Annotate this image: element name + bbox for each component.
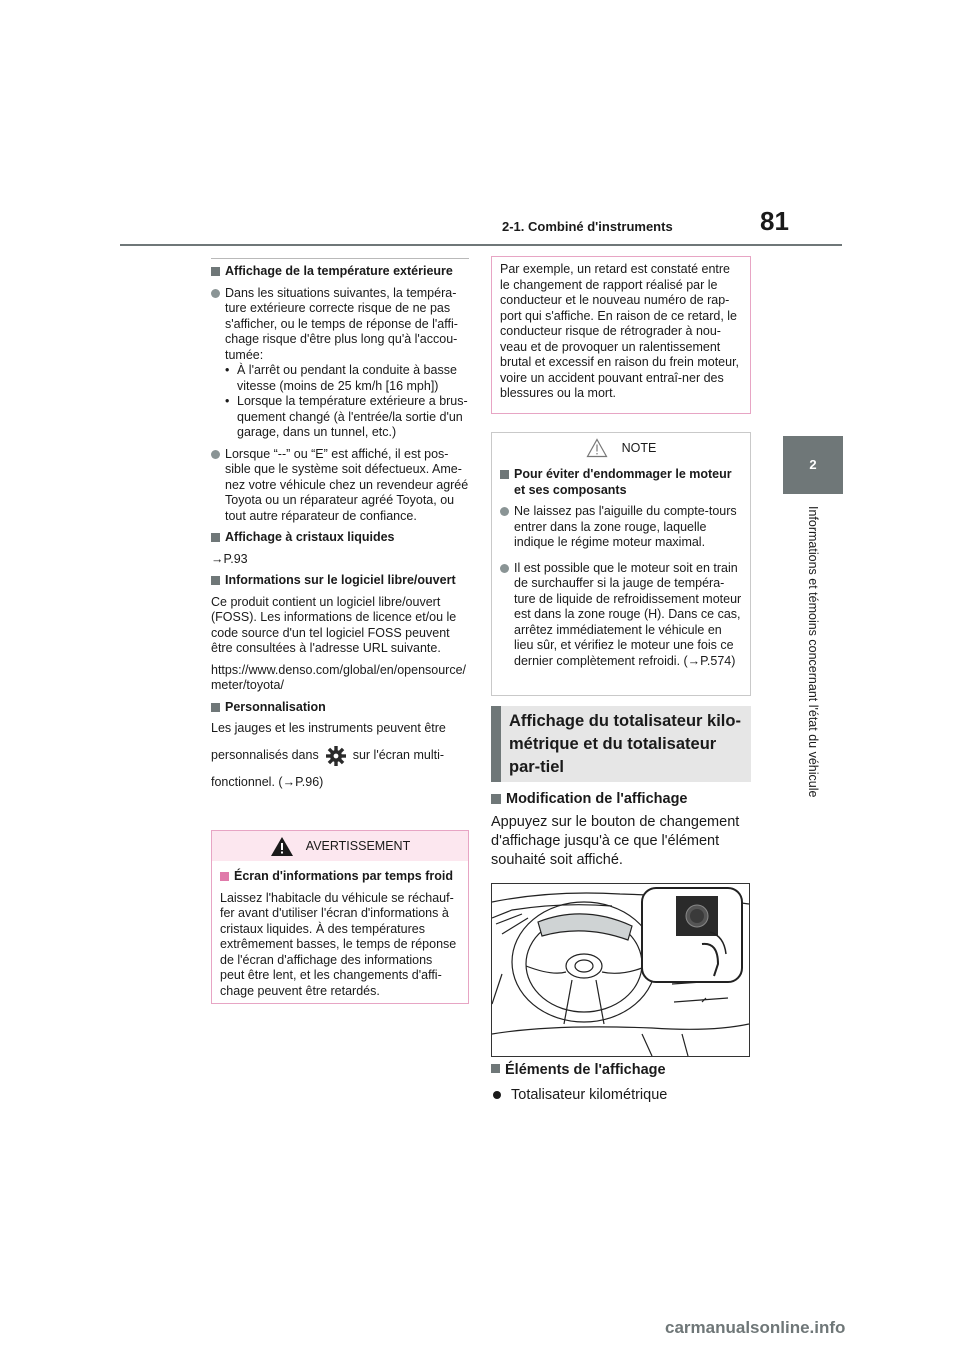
chapter-title: Informations et témoins concernant l'état du véhicule bbox=[806, 506, 820, 798]
circle-bullet-icon bbox=[500, 507, 509, 516]
heading-software: Informations sur le logiciel libre/ouvert bbox=[211, 573, 469, 589]
square-bullet-icon bbox=[211, 703, 220, 712]
warning-continuation-box: Par exemple, un retard est constaté entre le changement de rapport réalisé par le conducteur et le nouveau numéro de rap-port qui s'affiche. En raison de ce retard, le conducteur risque de rétrograder à nou-veau et de provoquer un ralentissement brutal et excessif en raison du frein moteur, voire un accident pouvant entraî-ner des blessures ou la mort. bbox=[491, 256, 751, 414]
software-text: Ce produit contient un logiciel libre/ouvert (FOSS). Les informations de licence et/ou le code source d'un tel logiciel FOSS peuvent être consultées à l'adresse URL suivante. bbox=[211, 594, 457, 655]
note-header: NOTE bbox=[492, 433, 750, 463]
square-bullet-icon bbox=[491, 1064, 500, 1073]
warning-header: AVERTISSEMENT bbox=[212, 831, 468, 861]
sub-item: • Lorsque la température extérieure a brus-quement changé (à l'entrée/la sortie d'un garage, dans un tunnel, etc.) bbox=[225, 394, 468, 439]
warning-triangle-icon bbox=[270, 836, 294, 857]
chapter-title-vertical bbox=[783, 506, 843, 836]
square-bullet-icon bbox=[491, 794, 501, 804]
caution-triangle-icon bbox=[586, 438, 608, 458]
section-header: 2-1. Combiné d'instruments bbox=[502, 219, 673, 234]
circle-bullet-icon bbox=[211, 450, 220, 459]
circle-bullet-icon bbox=[500, 564, 509, 573]
customization-text: Les jauges et les instruments peuvent être bbox=[211, 721, 446, 735]
note-title: Pour éviter d'endommager le moteur et ses composants bbox=[500, 467, 742, 498]
warning-text: Laissez l'habitacle du véhicule se réchauf-fer avant d'utiliser l'écran d'informations à cristaux liquides. À des températures extrêmement basses, le temps de réponse de l'écran d'affichage des informations peut être lent, et les changements d'affi-chage peuvent être retardés. bbox=[220, 890, 457, 998]
left-column bbox=[211, 258, 469, 796]
square-bullet-icon bbox=[211, 533, 220, 542]
watermark: carmanualsonline.info bbox=[665, 1318, 846, 1337]
software-url[interactable]: https://www.denso.com/global/en/opensource/meter/toyota/ bbox=[211, 662, 467, 692]
header-divider bbox=[120, 244, 842, 246]
bullet-icon bbox=[493, 1091, 501, 1099]
customization-text-3: fonctionnel. (→P.96) bbox=[211, 774, 324, 789]
chapter-tab: 2 bbox=[783, 436, 843, 494]
circle-bullet-icon bbox=[211, 289, 220, 298]
heading-modification: Modification de l'affichage bbox=[491, 790, 751, 809]
list-item: Lorsque “--” ou “E” est affiché, il est pos-sible que le système soit défectueux. Ame-nez votre véhicule chez un revendeur agréé Toyota ou un réparateur agréé Toyota, ou tout autre réparateur de confiance. bbox=[211, 447, 469, 525]
page-reference-link[interactable]: →P.93 bbox=[211, 551, 248, 566]
dashboard-drawing bbox=[492, 884, 749, 1056]
customization-text-2: personnalisés dans sur l'écran multi- bbox=[211, 745, 469, 767]
heading-elements: Éléments de l'affichage bbox=[491, 1061, 751, 1080]
heading-customization: Personnalisation bbox=[211, 700, 469, 716]
heading-lcd: Affichage à cristaux liquides bbox=[211, 530, 469, 546]
column-divider bbox=[211, 258, 469, 259]
gear-icon bbox=[325, 745, 347, 767]
square-bullet-icon bbox=[211, 576, 220, 585]
elements-section bbox=[491, 1061, 751, 1111]
page-number: 81 bbox=[760, 206, 789, 236]
modification-text: Appuyez sur le bouton de changement d'affichage jusqu'à ce que l'élément souhaité soit affiché. bbox=[491, 814, 740, 868]
warning-title: Écran d'informations par temps froid bbox=[220, 869, 460, 885]
heading-outside-temp: Affichage de la température extérieure bbox=[211, 264, 469, 280]
section-title: Affichage du totalisateur kilo-métrique et du totalisateur par-tiel bbox=[509, 712, 741, 776]
list-item: Dans les situations suivantes, la tempéra-ture extérieure correcte risque de ne pas s'afficher, ou le temps de réponse de l'affi-chage risque d'être plus long qu'à l'accou-tumée: • À l'arrêt ou pendant la conduite à basse vitesse (moins de 25 km/h [16 mph]) • Lorsque la température extérieure a brus-quement changé (à l'entrée/la sortie d'un garage, dans un tunnel, etc.) bbox=[211, 286, 469, 441]
steering-wheel-illustration bbox=[491, 883, 750, 1057]
list-item: Totalisateur kilométrique bbox=[491, 1086, 751, 1105]
sub-item: • À l'arrêt ou pendant la conduite à basse vitesse (moins de 25 km/h [16 mph]) bbox=[225, 363, 457, 393]
note-box bbox=[491, 432, 751, 696]
modification-section bbox=[491, 790, 751, 870]
list-item: Il est possible que le moteur soit en train de surchauffer si la jauge de tempéra-ture de liquide de refroidissement moteur est dans la zone rouge (H). Dans ce cas, arrêtez immédiatement le véhicule en lieu sûr, et vérifiez le moteur une fois ce dernier complètement refroidi. (→P.574) bbox=[500, 561, 742, 670]
list-item: Ne laissez pas l'aiguille du compte-tours entrer dans la zone rouge, laquelle indique le régime moteur maximal. bbox=[500, 504, 742, 551]
section-heading-bar bbox=[491, 706, 751, 782]
warning-box bbox=[211, 830, 469, 1004]
square-bullet-icon bbox=[500, 470, 509, 479]
section-marker bbox=[491, 706, 501, 782]
square-bullet-icon bbox=[220, 872, 229, 881]
square-bullet-icon bbox=[211, 267, 220, 276]
